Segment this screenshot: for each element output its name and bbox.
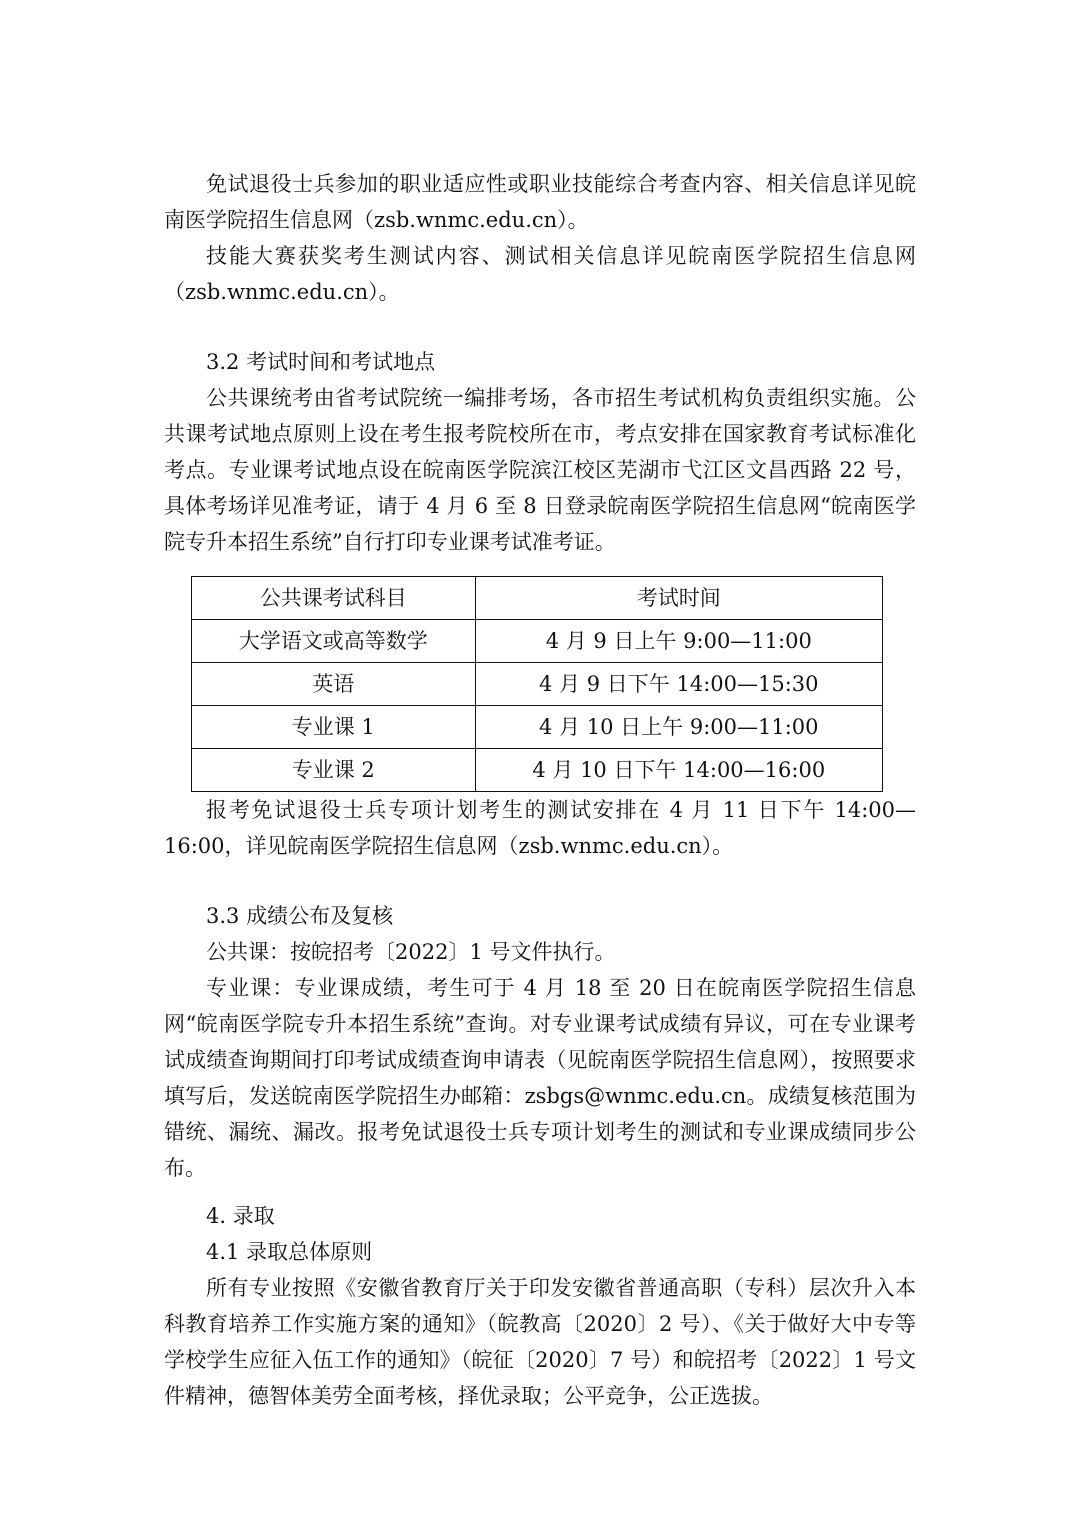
paragraph-exam-location: 公共课统考由省考试院统一编排考场，各市招生考试机构负责组织实施。公共课考试地点原则上设在考生报考院校所在市，考点安排在国家教育考试标准化考点。专业课考试地点设在皖南医学院滨江校区芜湖市弋江区文昌西路 22 号，具体考场详见准考证，请于 4 月 6 至 8 日登录皖南医学院招生信息网“皖南医学院专升本招生系统”自行打印专业课考试准考证。 — [164, 386, 916, 554]
section-heading-4: 4. 录取 — [206, 1204, 275, 1228]
paragraph-veteran-test-schedule: 报考免试退役士兵专项计划考生的测试安排在 4 月 11 日下午 14:00—16:00，详见皖南医学院招生信息网（zsb.wnmc.edu.cn）。 — [164, 798, 916, 858]
table-header-time: 考试时间 — [475, 577, 882, 620]
paragraph-major-course-scores: 专业课：专业课成绩，考生可于 4 月 18 至 20 日在皖南医学院招生信息网“皖南医学院专升本招生系统”查询。对专业课考试成绩有异议，可在专业课考试成绩查询期间打印考试成绩查询申请表（见皖南医学院招生信息网），按照要求填写后，发送皖南医学院招生办邮箱：zsbgs@wnmc.edu.cn。成绩复核范围为错统、漏统、漏改。报考免试退役士兵专项计划考生的测试和专业课成绩同步公布。 — [164, 976, 916, 1180]
table-cell-subject: 英语 — [192, 663, 476, 706]
paragraph-admission-principles: 所有专业按照《安徽省教育厅关于印发安徽省普通高职（专科）层次升入本科教育培养工作实施方案的通知》（皖教高〔2020〕2 号）、《关于做好大中专等学校学生应征入伍工作的通知》（皖征〔2020〕7 号）和皖招考〔2022〕1 号文件精神，德智体美劳全面考核，择优录取；公平竞争，公正选拔。 — [164, 1276, 916, 1408]
paragraph-skills-competition-info: 技能大赛获奖考生测试内容、测试相关信息详见皖南医学院招生信息网（zsb.wnmc.edu.cn）。 — [164, 244, 916, 304]
spacer — [164, 864, 916, 898]
spacer — [164, 310, 916, 344]
table-header-row — [192, 577, 883, 620]
table-cell-subject: 专业课 1 — [192, 706, 476, 749]
paragraph-veteran-exam-info: 免试退役士兵参加的职业适应性或职业技能综合考查内容、相关信息详见皖南医学院招生信息网（zsb.wnmc.edu.cn）。 — [164, 172, 916, 232]
section-heading-4-1: 4.1 录取总体原则 — [206, 1240, 373, 1264]
table-row — [192, 663, 883, 706]
spacer — [164, 1186, 916, 1198]
table-cell-time: 4 月 10 日上午 9:00—11:00 — [475, 706, 882, 749]
table-row — [192, 620, 883, 663]
paragraph-public-course-scores: 公共课：按皖招考〔2022〕1 号文件执行。 — [206, 940, 616, 964]
section-heading-3-3: 3.3 成绩公布及复核 — [206, 904, 394, 928]
table-cell-subject: 大学语文或高等数学 — [192, 620, 476, 663]
table-header-subject: 公共课考试科目 — [192, 577, 476, 620]
table-row — [192, 749, 883, 792]
table-cell-time: 4 月 9 日下午 14:00—15:30 — [475, 663, 882, 706]
table-cell-time: 4 月 10 日下午 14:00—16:00 — [475, 749, 882, 792]
section-heading-3-2: 3.2 考试时间和考试地点 — [206, 350, 436, 374]
document-page — [164, 166, 916, 1414]
table-cell-time: 4 月 9 日上午 9:00—11:00 — [475, 620, 882, 663]
table-row — [192, 706, 883, 749]
exam-schedule-table — [191, 576, 883, 792]
table-cell-subject: 专业课 2 — [192, 749, 476, 792]
